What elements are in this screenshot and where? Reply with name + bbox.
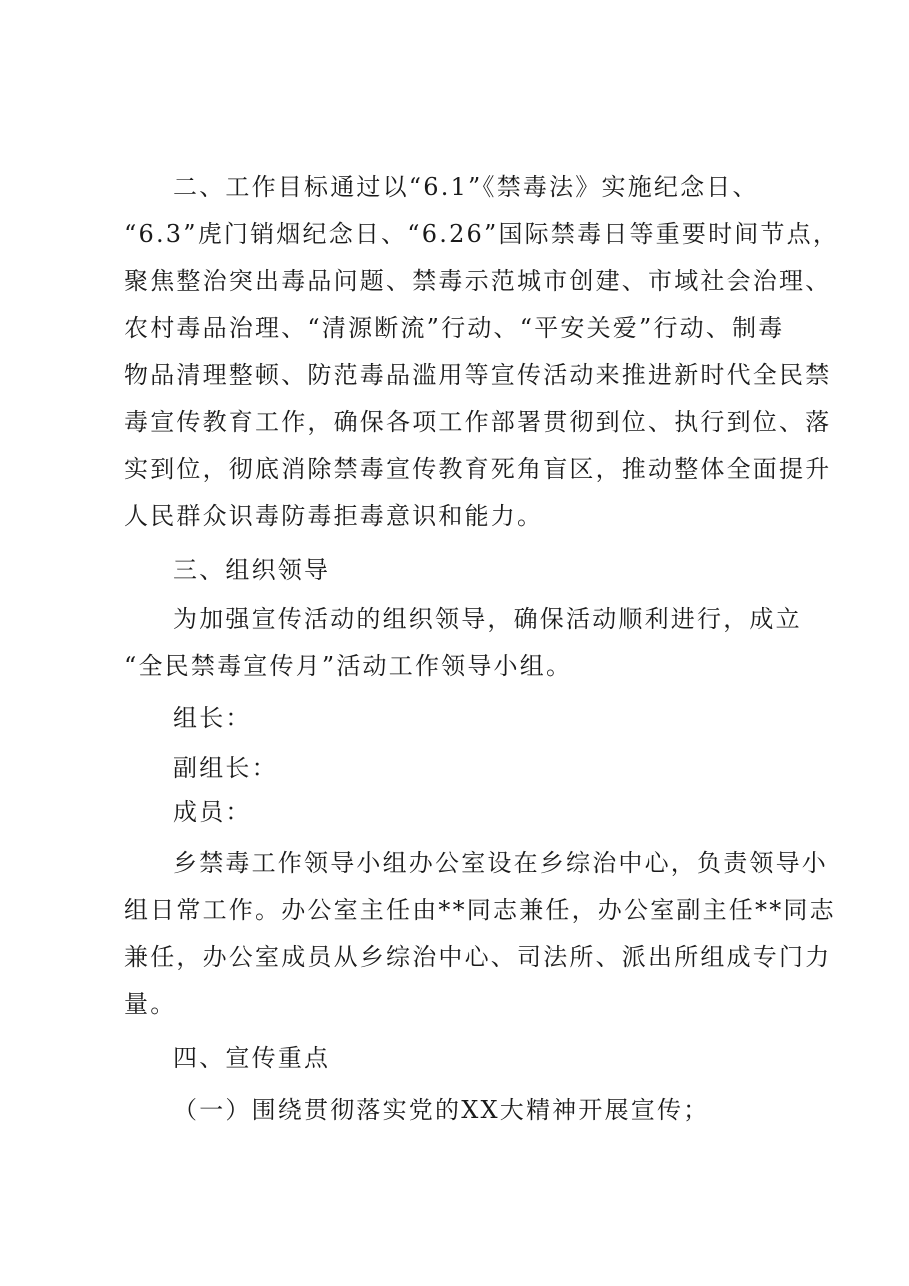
office-line-3: 兼任，办公室成员从乡综治中心、司法所、派出所组成专门力 (124, 943, 832, 971)
section2-line-5: 物品清理整顿、防范毒品滥用等宣传活动来推进新时代全民禁 (124, 361, 832, 389)
section2-line-4: 农村毒品治理、“清源断流”行动、“平安关爱”行动、制毒 (124, 314, 785, 342)
section4-heading: 四、宣传重点 (173, 1044, 331, 1072)
section2-line-1: 二、工作目标通过以“6.1”《禁毒法》实施纪念日、 (173, 173, 759, 201)
section3-heading: 三、组织领导 (173, 556, 331, 584)
section2-line-3: 聚焦整治突出毒品问题、禁毒示范城市创建、市域社会治理、 (124, 267, 832, 295)
group-leader-label: 组长： (173, 704, 252, 732)
section3-intro-line-1: 为加强宣传活动的组织领导，确保活动顺利进行，成立 (173, 605, 802, 633)
office-line-4: 量。 (124, 990, 177, 1018)
section2-line-6: 毒宣传教育工作，确保各项工作部署贯彻到位、执行到位、落 (124, 408, 832, 436)
section2-line-7: 实到位，彻底消除禁毒宣传教育死角盲区，推动整体全面提升 (124, 455, 832, 483)
members-label: 成员： (173, 798, 252, 826)
office-line-2: 组日常工作。办公室主任由**同志兼任，办公室副主任**同志 (124, 896, 836, 924)
section3-intro-line-2: “全民禁毒宣传月”活动工作领导小组。 (124, 652, 573, 680)
deputy-leader-label: 副组长： (173, 754, 278, 782)
section2-line-8: 人民群众识毒防毒拒毒意识和能力。 (124, 502, 544, 530)
section2-line-2: “6.3”虎门销烟纪念日、“6.26”国际禁毒日等重要时间节点， (124, 220, 840, 248)
office-line-1: 乡禁毒工作领导小组办公室设在乡综治中心，负责领导小 (173, 849, 828, 877)
section4-item-1: （一）围绕贯彻落实党的XX大精神开展宣传； (173, 1096, 710, 1124)
